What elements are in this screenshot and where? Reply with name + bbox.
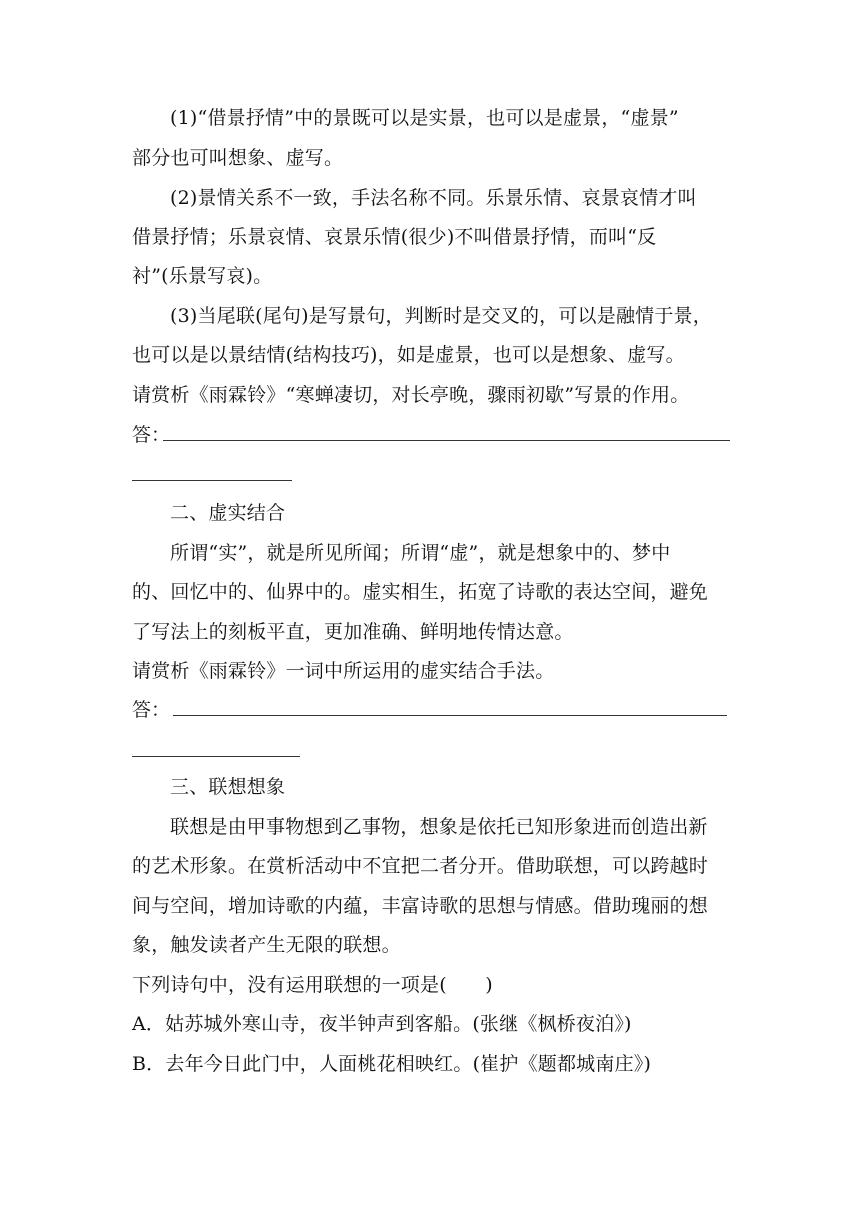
note-2-line-2: 借景抒情；乐景哀情、哀景乐情(很少)不叫借景抒情，而叫“反	[132, 226, 657, 248]
answer-line-2[interactable]	[173, 715, 727, 716]
question-1: 请赏析《雨霖铃》“寒蝉凄切，对长亭晚，骤雨初歇”写景的作用。	[132, 384, 690, 406]
note-1-line-2: 部分也可叫想象、虚写。	[132, 147, 344, 169]
answer-line-2-continued[interactable]	[132, 756, 300, 757]
section-2-body-line-2: 的、回忆中的、仙界中的。虚实相生，拓宽了诗歌的表达空间，避免	[132, 581, 709, 603]
section-2-heading: 二、虚实结合	[170, 502, 286, 524]
answer-label-1: 答：	[132, 424, 171, 446]
answer-line-1[interactable]	[163, 440, 730, 441]
question-2: 请赏析《雨霖铃》一词中所运用的虚实结合手法。	[132, 660, 555, 682]
answer-label-2: 答：	[132, 699, 171, 721]
section-3-body-line-4: 象，触发读者产生无限的联想。	[132, 934, 401, 956]
section-3-body-line-3: 间与空间，增加诗歌的内蕴，丰富诗歌的思想与情感。借助瑰丽的想	[132, 895, 709, 917]
note-3-line-1: (3)当尾联(尾句)是写景句，判断时是交叉的，可以是融情于景，	[170, 305, 712, 327]
section-2-body-line-3: 了写法上的刻板平直，更加准确、鲜明地传情达意。	[132, 621, 574, 643]
option-a[interactable]: A．姑苏城外寒山寺，夜半钟声到客船。(张继《枫桥夜泊》)	[132, 1013, 632, 1035]
note-2-line-1: (2)景情关系不一致，手法名称不同。乐景乐情、哀景哀情才叫	[170, 187, 697, 209]
section-2-body-line-1: 所谓“实”，就是所见所闻；所谓“虚”，就是想象中的、梦中	[170, 542, 671, 564]
section-3-heading: 三、联想想象	[170, 776, 286, 798]
answer-line-1-continued[interactable]	[132, 480, 292, 481]
question-3: 下列诗句中，没有运用联想的一项是( )	[132, 974, 493, 996]
note-3-line-2: 也可以是以景结情(结构技巧)，如是虚景，也可以是想象、虚写。	[132, 344, 685, 366]
option-b[interactable]: B．去年今日此门中，人面桃花相映红。(崔护《题都城南庄》)	[132, 1053, 652, 1075]
section-3-body-line-2: 的艺术形象。在赏析活动中不宜把二者分开。借助联想，可以跨越时	[132, 855, 709, 877]
note-2-line-3: 衬”(乐景写哀)。	[132, 265, 273, 287]
note-1-line-1: (1)“借景抒情”中的景既可以是实景，也可以是虚景，“虚景”	[170, 107, 679, 129]
section-3-body-line-1: 联想是由甲事物想到乙事物，想象是依托已知形象进而创造出新	[170, 816, 708, 838]
